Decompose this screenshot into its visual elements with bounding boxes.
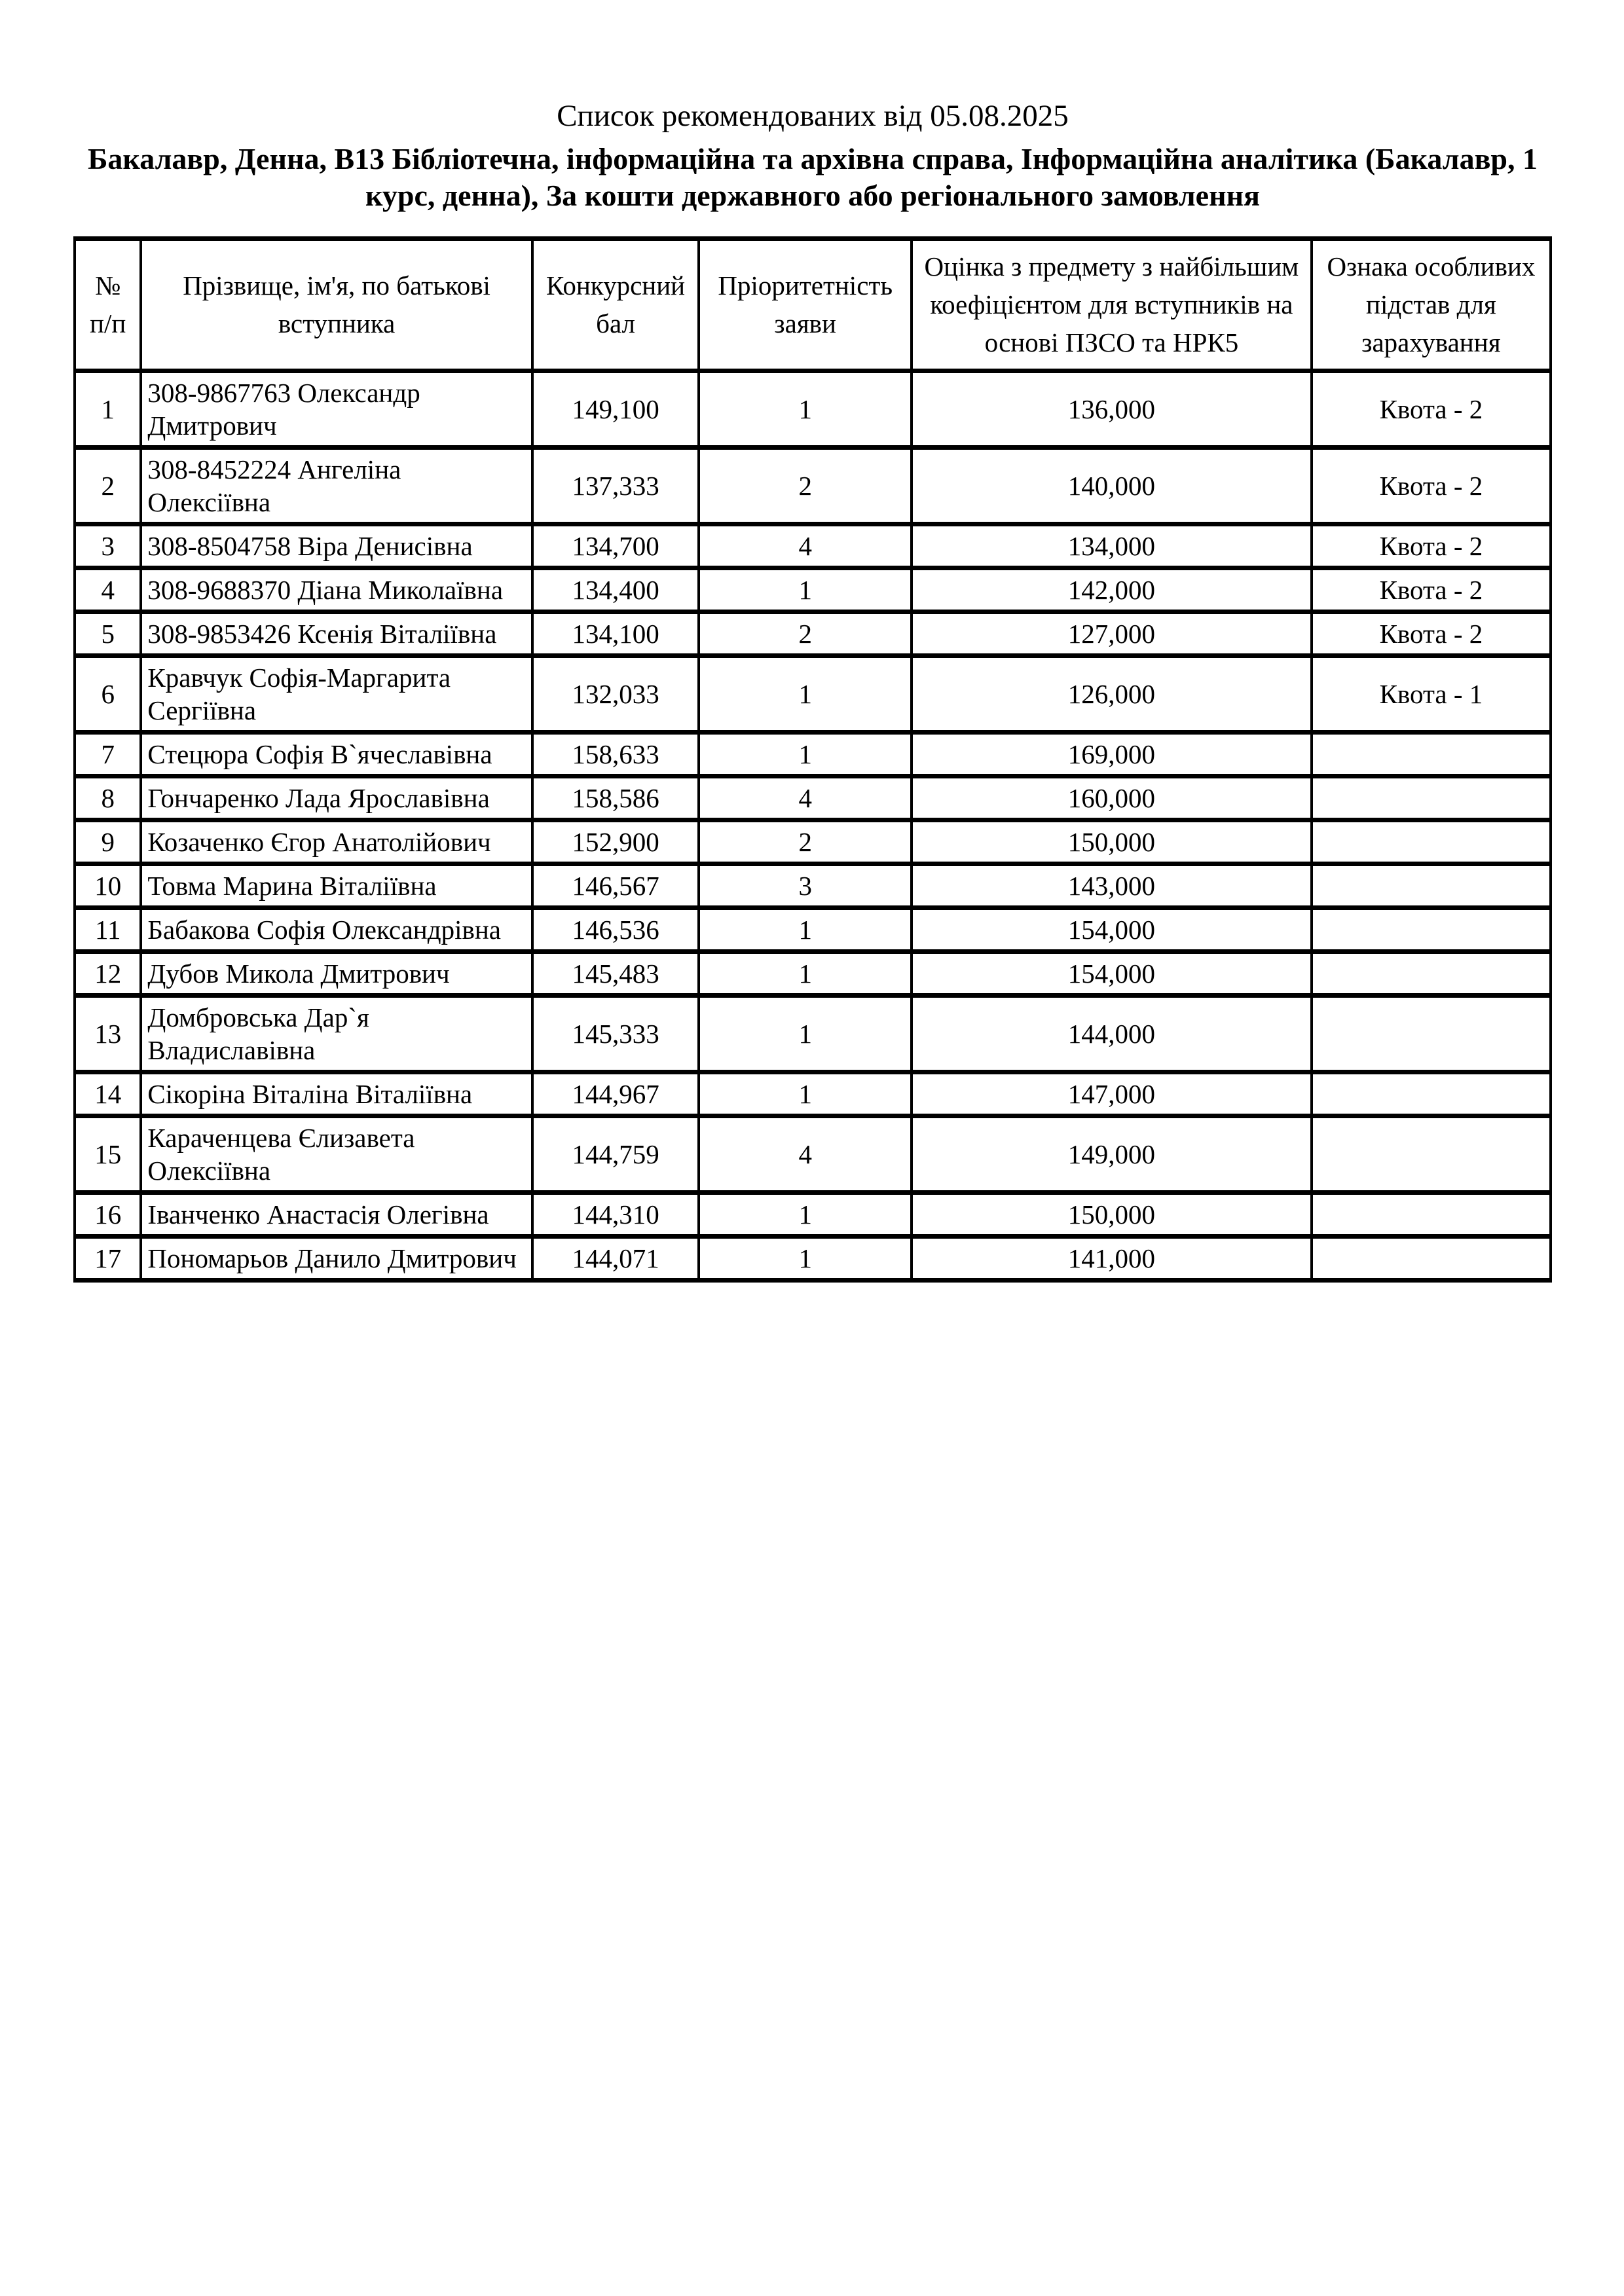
table-row <box>75 1116 1551 1192</box>
cell-subject-score: 150,000 <box>912 820 1312 864</box>
cell-special-grounds <box>1312 1072 1551 1116</box>
cell-applicant-name: 308-9688370 Діана Миколаївна <box>141 568 532 611</box>
header-applicant-name: Прізвище, ім'я, по батькові вступника <box>141 238 532 371</box>
cell-subject-score: 154,000 <box>912 951 1312 995</box>
cell-applicant-name: Домбровська Дар`я Владиславівна <box>141 995 532 1072</box>
cell-row-number: 16 <box>75 1192 141 1236</box>
page-title: Список рекомендованих від 05.08.2025 <box>557 99 1069 133</box>
cell-special-grounds: Квота - 1 <box>1312 655 1551 732</box>
cell-applicant-name: Бабакова Софія Олександрівна <box>141 907 532 951</box>
cell-competitive-score: 134,100 <box>532 611 699 655</box>
cell-row-number: 2 <box>75 447 141 524</box>
cell-applicant-name: Пономарьов Данило Дмитрович <box>141 1236 532 1280</box>
cell-subject-score: 150,000 <box>912 1192 1312 1236</box>
cell-application-priority: 1 <box>699 995 912 1072</box>
table-row <box>75 1072 1551 1116</box>
cell-competitive-score: 158,586 <box>532 776 699 820</box>
header-competitive-score: Конкурсний бал <box>532 238 699 371</box>
cell-application-priority: 1 <box>699 655 912 732</box>
cell-row-number: 6 <box>75 655 141 732</box>
cell-subject-score: 127,000 <box>912 611 1312 655</box>
cell-subject-score: 142,000 <box>912 568 1312 611</box>
cell-competitive-score: 134,700 <box>532 524 699 568</box>
table-row <box>75 820 1551 864</box>
cell-competitive-score: 145,333 <box>532 995 699 1072</box>
cell-application-priority: 1 <box>699 732 912 776</box>
applicants-table <box>73 236 1552 1283</box>
cell-special-grounds <box>1312 820 1551 864</box>
cell-special-grounds <box>1312 1116 1551 1192</box>
cell-application-priority: 1 <box>699 371 912 447</box>
cell-row-number: 10 <box>75 864 141 907</box>
cell-competitive-score: 145,483 <box>532 951 699 995</box>
cell-row-number: 12 <box>75 951 141 995</box>
table-row <box>75 951 1551 995</box>
cell-competitive-score: 146,567 <box>532 864 699 907</box>
table-body <box>75 371 1551 1280</box>
cell-applicant-name: 308-8452224 Ангеліна Олексіївна <box>141 447 532 524</box>
cell-application-priority: 1 <box>699 1236 912 1280</box>
cell-competitive-score: 146,536 <box>532 907 699 951</box>
table-row <box>75 1192 1551 1236</box>
table-row <box>75 371 1551 447</box>
table-row <box>75 655 1551 732</box>
cell-applicant-name: Козаченко Єгор Анатолійович <box>141 820 532 864</box>
cell-application-priority: 1 <box>699 1072 912 1116</box>
cell-applicant-name: Гончаренко Лада Ярославівна <box>141 776 532 820</box>
cell-applicant-name: Сікоріна Віталіна Віталіївна <box>141 1072 532 1116</box>
cell-competitive-score: 134,400 <box>532 568 699 611</box>
cell-subject-score: 140,000 <box>912 447 1312 524</box>
cell-applicant-name: 308-9853426 Ксенія Віталіївна <box>141 611 532 655</box>
cell-special-grounds: Квота - 2 <box>1312 524 1551 568</box>
cell-subject-score: 149,000 <box>912 1116 1312 1192</box>
cell-row-number: 14 <box>75 1072 141 1116</box>
cell-special-grounds <box>1312 732 1551 776</box>
cell-competitive-score: 158,633 <box>532 732 699 776</box>
cell-row-number: 5 <box>75 611 141 655</box>
cell-subject-score: 154,000 <box>912 907 1312 951</box>
cell-application-priority: 1 <box>699 951 912 995</box>
cell-subject-score: 144,000 <box>912 995 1312 1072</box>
cell-applicant-name: 308-8504758 Віра Денисівна <box>141 524 532 568</box>
cell-applicant-name: Дубов Микола Дмитрович <box>141 951 532 995</box>
cell-special-grounds <box>1312 951 1551 995</box>
header-special-grounds: Ознака особливих підстав для зарахування <box>1312 238 1551 371</box>
cell-application-priority: 4 <box>699 1116 912 1192</box>
cell-applicant-name: Товма Марина Віталіївна <box>141 864 532 907</box>
cell-subject-score: 141,000 <box>912 1236 1312 1280</box>
cell-subject-score: 136,000 <box>912 371 1312 447</box>
table-row <box>75 1236 1551 1280</box>
cell-competitive-score: 144,310 <box>532 1192 699 1236</box>
cell-competitive-score: 144,759 <box>532 1116 699 1192</box>
cell-competitive-score: 137,333 <box>532 447 699 524</box>
cell-competitive-score: 152,900 <box>532 820 699 864</box>
table-row <box>75 611 1551 655</box>
cell-row-number: 9 <box>75 820 141 864</box>
cell-special-grounds <box>1312 1236 1551 1280</box>
cell-subject-score: 147,000 <box>912 1072 1312 1116</box>
cell-application-priority: 4 <box>699 776 912 820</box>
cell-subject-score: 134,000 <box>912 524 1312 568</box>
cell-row-number: 11 <box>75 907 141 951</box>
cell-applicant-name: 308-9867763 Олександр Дмитрович <box>141 371 532 447</box>
cell-special-grounds: Квота - 2 <box>1312 568 1551 611</box>
cell-application-priority: 2 <box>699 611 912 655</box>
cell-subject-score: 169,000 <box>912 732 1312 776</box>
cell-applicant-name: Стецюра Софія В`ячеславівна <box>141 732 532 776</box>
cell-subject-score: 126,000 <box>912 655 1312 732</box>
cell-applicant-name: Іванченко Анастасія Олегівна <box>141 1192 532 1236</box>
table-row <box>75 907 1551 951</box>
cell-row-number: 7 <box>75 732 141 776</box>
cell-special-grounds <box>1312 864 1551 907</box>
cell-application-priority: 1 <box>699 907 912 951</box>
cell-competitive-score: 132,033 <box>532 655 699 732</box>
table-row <box>75 524 1551 568</box>
header-application-priority: Пріоритетність заяви <box>699 238 912 371</box>
header-subject-score: Оцінка з предмету з найбільшим коефіцієнтом для вступників на основі ПЗСО та НРК5 <box>912 238 1312 371</box>
cell-special-grounds <box>1312 907 1551 951</box>
table-row <box>75 776 1551 820</box>
cell-special-grounds <box>1312 776 1551 820</box>
cell-special-grounds <box>1312 995 1551 1072</box>
cell-application-priority: 3 <box>699 864 912 907</box>
page-subtitle: Бакалавр, Денна, В13 Бібліотечна, інформаційна та архівна справа, Інформаційна аналітика (Бакалавр, 1 курс, денна), За кошти державного або регіонального замовлення <box>87 141 1538 212</box>
cell-row-number: 15 <box>75 1116 141 1192</box>
cell-special-grounds: Квота - 2 <box>1312 611 1551 655</box>
cell-applicant-name: Кравчук Софія-Маргарита Сергіївна <box>141 655 532 732</box>
cell-row-number: 17 <box>75 1236 141 1280</box>
table-row <box>75 732 1551 776</box>
cell-special-grounds: Квота - 2 <box>1312 371 1551 447</box>
cell-special-grounds <box>1312 1192 1551 1236</box>
cell-subject-score: 143,000 <box>912 864 1312 907</box>
cell-competitive-score: 144,071 <box>532 1236 699 1280</box>
table-row <box>75 864 1551 907</box>
cell-row-number: 1 <box>75 371 141 447</box>
table-header-row <box>75 238 1551 371</box>
cell-competitive-score: 144,967 <box>532 1072 699 1116</box>
cell-row-number: 8 <box>75 776 141 820</box>
header-row-number: № п/п <box>75 238 141 371</box>
cell-row-number: 4 <box>75 568 141 611</box>
cell-row-number: 13 <box>75 995 141 1072</box>
cell-applicant-name: Караченцева Єлизавета Олексіївна <box>141 1116 532 1192</box>
cell-application-priority: 2 <box>699 820 912 864</box>
cell-application-priority: 1 <box>699 568 912 611</box>
cell-row-number: 3 <box>75 524 141 568</box>
table-row <box>75 995 1551 1072</box>
cell-special-grounds: Квота - 2 <box>1312 447 1551 524</box>
cell-subject-score: 160,000 <box>912 776 1312 820</box>
cell-application-priority: 1 <box>699 1192 912 1236</box>
cell-application-priority: 4 <box>699 524 912 568</box>
cell-competitive-score: 149,100 <box>532 371 699 447</box>
table-row <box>75 568 1551 611</box>
table-row <box>75 447 1551 524</box>
cell-application-priority: 2 <box>699 447 912 524</box>
